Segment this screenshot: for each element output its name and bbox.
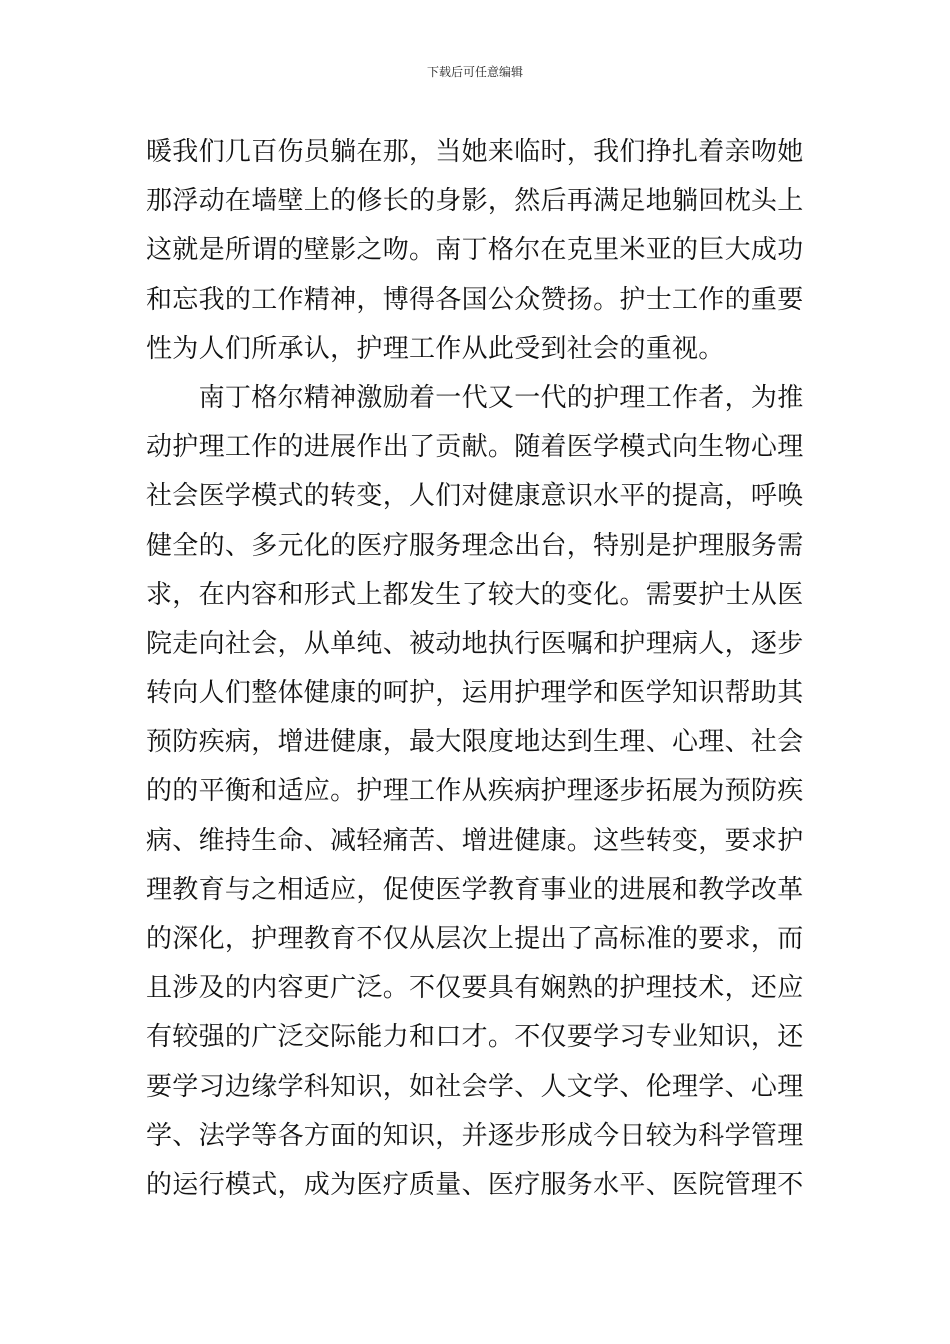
text-line: 要学习边缘学科知识，如社会学、人文学、伦理学、心理: [146, 1071, 804, 1102]
text-line: 的深化，护理教育不仅从层次上提出了高标准的要求，而: [146, 924, 804, 954]
body-text: [146, 128, 816, 1210]
text-line: 预防疾病，增进健康，最大限度地达到生理、心理、社会: [146, 727, 804, 758]
text-line: 这就是所谓的壁影之吻。南丁格尔在克里米亚的巨大成功: [146, 235, 804, 266]
text-line: 的的平衡和适应。护理工作从疾病护理逐步拓展为预防疾: [146, 776, 804, 807]
paragraph-start-line: 南丁格尔精神激励着一代又一代的护理工作者，为推: [146, 382, 804, 413]
text-line: 社会医学模式的转变，人们对健康意识水平的提高，呼唤: [146, 481, 804, 512]
text-line: 病、维持生命、减轻痛苦、增进健康。这些转变，要求护: [146, 825, 804, 856]
text-line: 动护理工作的进展作出了贡献。随着医学模式向生物心理: [146, 432, 804, 463]
text-line: 暖我们几百伤员躺在那，当她来临时，我们挣扎着亲吻她: [146, 137, 804, 167]
text-line: 理教育与之相适应，促使医学教育事业的进展和教学改革: [146, 874, 804, 905]
text-line: 有较强的广泛交际能力和口才。不仅要学习专业知识，还: [146, 1022, 804, 1053]
text-line: 且涉及的内容更广泛。不仅要具有娴熟的护理技术，还应: [146, 973, 804, 1004]
page-header: 下载后可任意编辑: [426, 65, 523, 79]
text-line: 求，在内容和形式上都发生了较大的变化。需要护士从医: [146, 579, 804, 610]
text-line: 学、法学等各方面的知识，并逐步形成今日较为科学管理: [146, 1120, 804, 1151]
text-line: 的运行模式，成为医疗质量、医疗服务水平、医院管理不: [146, 1169, 804, 1200]
text-line: 那浮动在墙壁上的修长的身影，然后再满足地躺回枕头上: [146, 186, 804, 217]
text-line: 性为人们所承认，护理工作从此受到社会的重视。: [146, 333, 725, 364]
text-line: 健全的、多元化的医疗服务理念出台，特别是护理服务需: [146, 530, 804, 561]
text-line: 院走向社会，从单纯、被动地执行医嘱和护理病人，逐步: [146, 628, 804, 659]
text-line: 和忘我的工作精神，博得各国公众赞扬。护士工作的重要: [146, 284, 804, 315]
text-line: 转向人们整体健康的呵护，运用护理学和医学知识帮助其: [146, 678, 804, 709]
